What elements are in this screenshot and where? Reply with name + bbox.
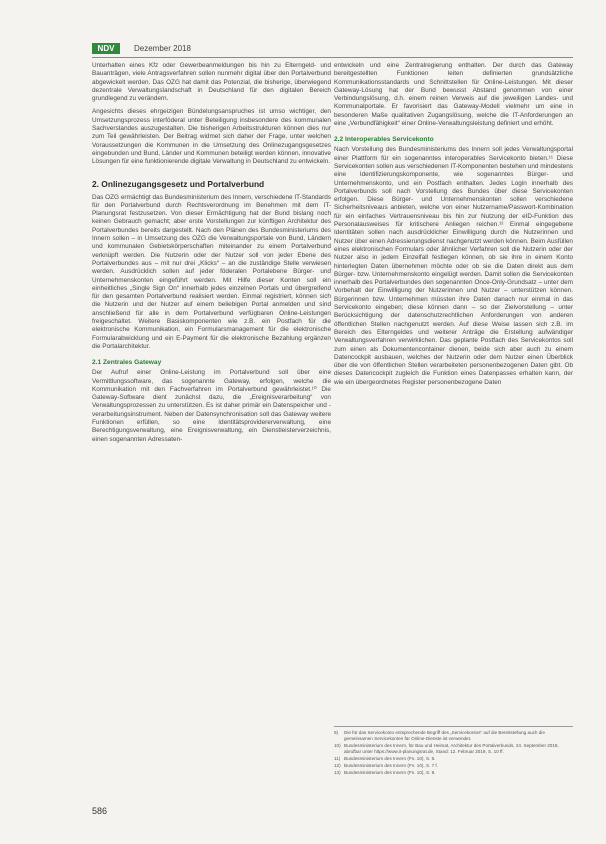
paragraph: Der Aufruf einer Online-Leistung im Portalverbund soll über eine Vermittlungssoftware, das sogenannte Gateway, erfolgen, welche die Kommunikation mit den Fachverfahren im Portalverbund gewährleistet.¹⁰ Die Gateway-Software dient zunächst dazu, die „Ereignisverarbeitung“ von Verwaltungsprozessen zu unterstützen. Es ist daher primär ein Datenspeicher und -verarbeitungsinstrument. Neben der Datensynchronisation soll das Gateway weitere Funktionen erfüllen, so eine Identitätsprovidererverwaltung, eine Berechtigungsverwaltung, eine Ereignisverwaltung, ein Dienstleisterverzeichnis, einen sogenannten Adressaten- [92,369,331,443]
subsection-heading: 2.2 Interoperables Servicekonto [334,136,434,144]
issue-date: Dezember 2018 [134,44,191,53]
footnote [334,730,573,742]
paragraph: entwickeln und eine Zentralregierung enthalten. Der durch das Gateway bereitgestellten Funktionen leiten definierten grundsätzliche Kommunikationsstandards und Schnittstellen für Online-Leistungen. Mit dieser Gateway-Lösung hat der Bund bewusst Abstand genommen von einer Verbindungslösung, d.h. einem reinen Verweis auf die jeweiligen Landes- und Kommunalportale. Er favorisiert das Gateway-Modell vielmehr um eine in besonderen Maße qualitativen Zugangslösung, welche die IT-Anforderungen an eine „Verbundfähigkeit“ einer Online-Verwaltungsleistung definiert und erhöht. [334,62,573,128]
footnote-number: 13) [334,770,341,775]
paragraph: Angesichts dieses ehrgeizigen Bündelungsanspruches ist umso wichtiger, den Umsetzungsprozess interföderal unter Beteiligung insbesondere des kommunalen Sachverstandes auszugestalten. Die bisherigen Arbeitsstrukturen können dies nur zum Teil gewährleisten. Der Beitrag widmet sich daher der Frage, unter welchen Voraussetzungen die Kommunen in die Umsetzung des Onlinezugangsgesetzes eingebunden und Bund, Länder und Kommunen beteiligt werden können, innovative Lösungen für eine funktionierende digitale Verwaltung in Deutschland zu entwickeln. [92,108,331,166]
paragraph: Das OZG ermächtigt das Bundesministerium des Innern, verschiedene IT-Standards für den Portalverbund durch Rechtsverordnung im Benehmen mit dem IT-Planungsrat festzusetzen. Von dieser Ermächtigung hat der Bund bislang noch keinen Gebrauch gemacht; aber erste Vorstellungen zur künftigen Architektur des Portalverbundes bereits dargestellt. Nach den Plänen des Bundesministeriums des Innern sollen – in Umsetzung des OZG die Verwaltungsportale von Bund, Ländern und kommunalen Gebietskörperschaften miteinander zu einem Portalverbund verknüpft werden. Die Nutzerin oder der Nutzer soll von jeder Ebene des Portalverbundes aus – mit nur drei „Klicks“ – an die zuständige Stelle verwiesen werden. Ausdrücklich sollen auf jeder föderalen Portalebene Bürger- und Unternehmenskonten eingeführt werden. Mit Hilfe dieser Konten soll ein einheitliches „Single Sign On“ innerhalb jedes einzelnen Portals und übergreifend für den gesamten Portalverbund realisiert werden. Einmal registriert, können sich die Nutzerin und der Nutzer auf einem beliebigen Portal anmelden und sind anschließend für alle in dem Portalverbund verfügbaren Online-Leistungen freigeschaltet. Weitere Basiskomponenten wie z.B. ein Postfach für die elektronische Kommunikation, ein Formularsmanagement für die elektronische Formularabwicklung und ein E-Payment für die elektronische Bezahlung ergänzen die Portalarchitektur. [92,193,331,350]
footnote-text: Bundesministerium des Innern (Fn. 10), S. 7 f. [344,763,438,768]
paragraph: Unterhalten eines Kfz oder Gewerbeanmeldungen bis hin zu Elterngeld- und Bauanträgen, viele Antragsverfahren sollen nunmehr digital über den Portalverbund abgewickelt werden. Das OZG hat damit das Potenzial, die bisherige, überwiegend dezentrale Verwaltungslandschaft in Deutschland für den digitalen Bereich grundlegend zu verändern. [92,62,331,103]
subsection-heading: 2.1 Zentrales Gateway [92,359,162,367]
footnote [334,756,573,762]
footnote [334,763,573,769]
page-header [92,43,572,55]
footnote-number: 12) [334,763,341,768]
section-heading: 2. Onlinezugangsgesetz und Portalverbund [92,178,265,189]
footnote [334,743,573,755]
footnote-number: 9) [334,730,339,735]
footnotes [334,726,573,777]
footnote-text: Bundesministerium des Innern (Fn. 10), S. 9. [344,770,436,775]
header-divider [92,57,573,58]
footnote-number: 11) [334,756,341,761]
footnote-text: Bundesministerium des Innern, für Bau und Heimat, Architektur des Portalverbunds, 24. September 2018, abrufbar unter https://www.it-planungsrat.de, Stand: 12. Februar 2019, S. 10 ff. [344,743,559,754]
footnote-text: Bundesministerium des Innern (Fn. 10), S. 6. [344,756,436,761]
footnote-number: 10) [334,743,341,748]
right-column [334,62,573,392]
paragraph: Nach Vorstellung des Bundesministeriums des Innern soll jedes Verwaltungsportal einer Plattform für ein sogenanntes interoperables Servicekonto bieten.¹¹ Diese Servicekonten sollen aus verschiedenen IT-Komponenten bestehen und mindestens eine Identifizierungskomponente, wie sogenanntes Bürger- und Unternehmenskonto, und ein Postfach enthalten. Jedes Login innerhalb des Portalverbunds soll nach Vorstellung des Bundes über diese Servicekonten erfolgen. Diese Bürger- und Unternehmenskonten sollen verschiedene Sicherheitsniveaus anbieten, welche von einer Nutzername/Passwort-Kombination für ein einfaches Vertrauensniveau bis hin zur Nutzung der eID-Funktion des Personalausweises für kritischere Anliegen reichen.¹² Einmal eingegebene Identitäten sollen nach ausdrücklicher Einwilligung durch die Nutzerinnen und Nutzer über einen Adressierungsdienst nachgenutzt werden können. Beim Ausfüllen eines elektronischen Formulars oder ähnlicher Verfahren soll die Nutzerin oder der Nutzer also in jedem Einzelfall festlegen können, ob sie ihre in einem Konto hinterlegten Daten übernehmen möchte oder ob sie die Daten direkt aus dem Bürger- bzw. Unternehmenskonto eingelügt werden. Damit sollen die Servicekonten innerhalb des Portalverbundes den sogenannten Once-Only-Grundsatz – unter dem Vorbehalt der Einwilligung der Nutzerinnen und Nutzer – unterstützen können. Bürgerinnen bzw. Unternehmen müssten ihre Daten danach nur einmal in das Servicekonto eingeben; diese können dann – so der Zielvorstellung – unter Berücksichtigung der datenschutzrechtlichen Anforderungen von anderen öffentlichen Stellen nachgenutzt werden. Auf diese Weise lassen sich z.B. im Bereich des Elterngeldes und weiterer Anträge die Erstellung aufwändiger Verwaltungsverfahren verwirklichen. Das geplante Postfach des Servicekontos soll zum einen als Dokumentencontainer dienen, beide sich aber auch zu einem Datencockpit ausbauen, welches der Nutzerin oder dem Nutzer einen Überblick über die von öffentlichen Stellen verarbeiteten personenbezogenen Daten gibt. Ob dieses Datencockpit zugleich die Funktion eines Datenpasses erhalten kann, der wie ein übergeordnetes Register personenbezogene Daten [334,146,573,386]
footnote [334,770,573,776]
page-number: 586 [92,806,108,816]
left-column [92,62,331,449]
footnote-text: Die für das Servicekonto entsprechende Begriff des „Servicekontos“ auf die Bereitstellung auch die gemeinsamen Servicekonten für Online-Dienste ist verwendet. [344,730,545,741]
journal-logo: NDV [92,43,120,54]
